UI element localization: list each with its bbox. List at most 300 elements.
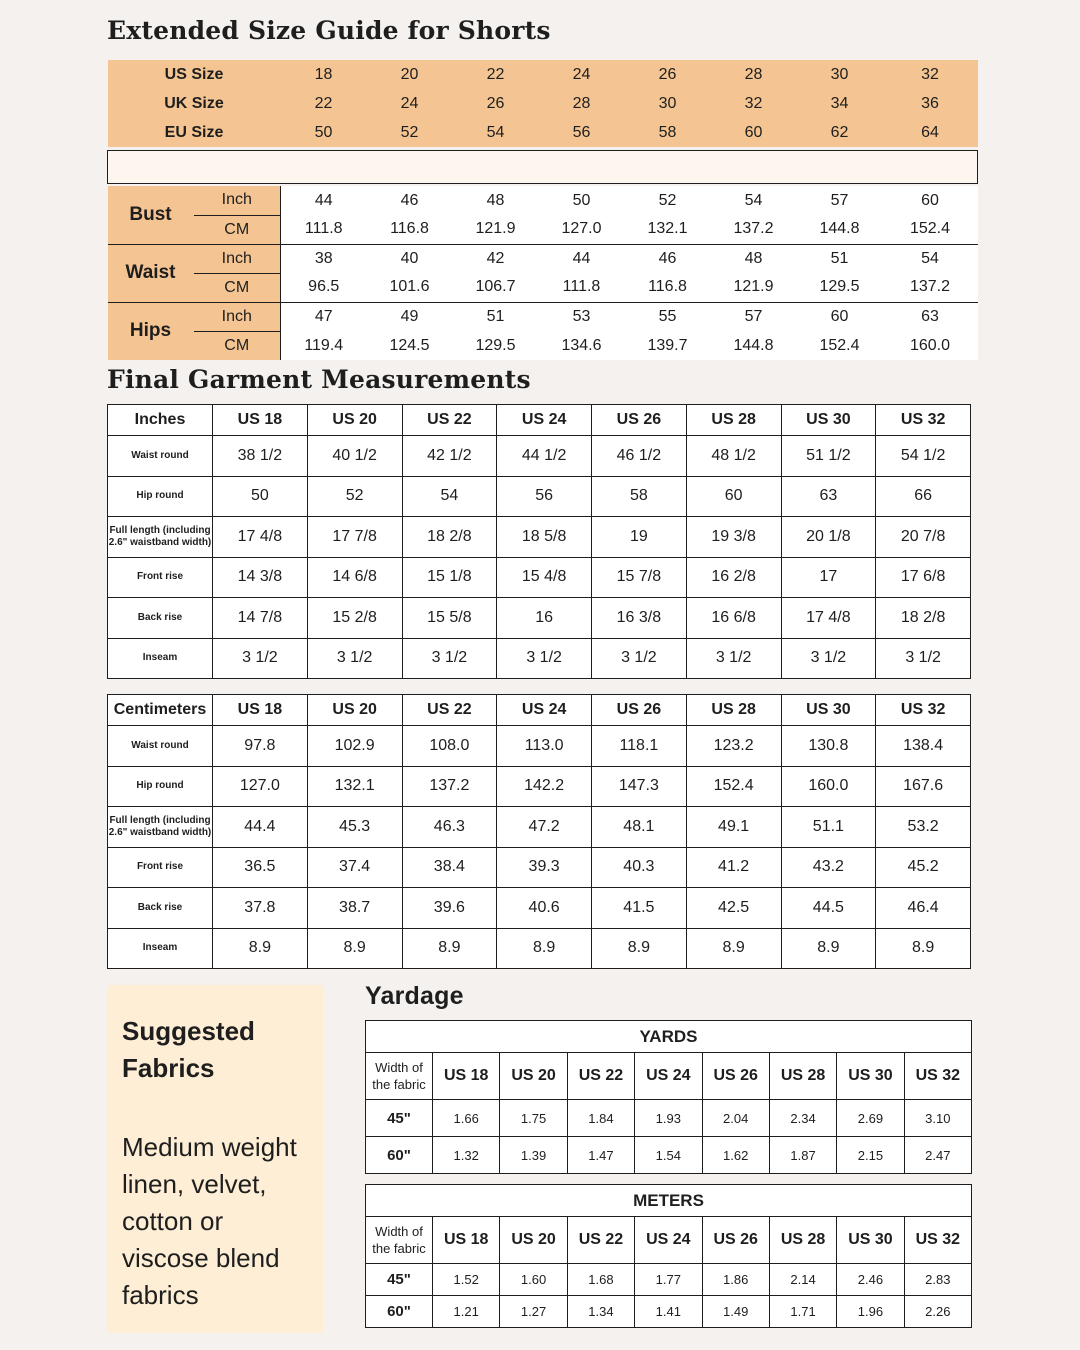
row-label: Hip round bbox=[108, 476, 213, 517]
inch-value: 38 bbox=[281, 244, 367, 273]
cell-value: 3 1/2 bbox=[307, 638, 402, 679]
cell-value: 40.6 bbox=[497, 888, 592, 929]
size-header: US 18 bbox=[433, 1217, 500, 1264]
inch-value: 46 bbox=[625, 244, 711, 273]
cell-value: 1.71 bbox=[769, 1296, 836, 1328]
inch-value: 51 bbox=[797, 244, 883, 273]
cell-value: 3 1/2 bbox=[876, 638, 971, 679]
size-value: 30 bbox=[797, 60, 883, 89]
fabric-width: 60" bbox=[366, 1296, 433, 1328]
cell-value: 46.4 bbox=[876, 888, 971, 929]
cell-value: 97.8 bbox=[213, 726, 308, 767]
size-header: US 28 bbox=[769, 1053, 836, 1100]
size-value: 18 bbox=[281, 60, 367, 89]
size-row bbox=[108, 118, 978, 147]
cell-value: 16 6/8 bbox=[686, 598, 781, 639]
cell-value: 66 bbox=[876, 476, 971, 517]
inch-value: 48 bbox=[711, 244, 797, 273]
corner-header: Centimeters bbox=[108, 695, 213, 726]
cell-value: 1.27 bbox=[500, 1296, 567, 1328]
row-label: Waist round bbox=[108, 436, 213, 477]
cell-value: 1.86 bbox=[702, 1264, 769, 1296]
inch-value: 60 bbox=[797, 302, 883, 331]
cm-value: 116.8 bbox=[625, 273, 711, 302]
size-header: US 24 bbox=[635, 1217, 702, 1264]
cell-value: 45.3 bbox=[307, 807, 402, 848]
cell-value: 15 2/8 bbox=[307, 598, 402, 639]
cell-value: 138.4 bbox=[876, 726, 971, 767]
cell-value: 2.46 bbox=[837, 1264, 904, 1296]
cell-value: 3 1/2 bbox=[402, 638, 497, 679]
table-row bbox=[108, 436, 971, 477]
cell-value: 152.4 bbox=[686, 766, 781, 807]
cell-value: 1.62 bbox=[702, 1137, 769, 1174]
cell-value: 2.26 bbox=[904, 1296, 971, 1328]
cell-value: 39.3 bbox=[497, 847, 592, 888]
cell-value: 40.3 bbox=[592, 847, 687, 888]
size-guide-title: Extended Size Guide for Shorts bbox=[107, 16, 551, 45]
size-value: 22 bbox=[281, 89, 367, 118]
cell-value: 44.5 bbox=[781, 888, 876, 929]
cell-value: 102.9 bbox=[307, 726, 402, 767]
size-header: US 30 bbox=[837, 1053, 904, 1100]
size-header: US 30 bbox=[781, 695, 876, 726]
cell-value: 38.7 bbox=[307, 888, 402, 929]
cell-value: 17 6/8 bbox=[876, 557, 971, 598]
cell-value: 37.8 bbox=[213, 888, 308, 929]
cell-value: 20 7/8 bbox=[876, 517, 971, 558]
inch-value: 49 bbox=[367, 302, 453, 331]
row-label: Full length (including 2.6" waistband width) bbox=[108, 807, 213, 848]
size-value: 26 bbox=[453, 89, 539, 118]
cell-value: 37.4 bbox=[307, 847, 402, 888]
cell-value: 36.5 bbox=[213, 847, 308, 888]
inch-value: 57 bbox=[797, 186, 883, 215]
row-label: Front rise bbox=[108, 847, 213, 888]
cell-value: 118.1 bbox=[592, 726, 687, 767]
row-label: Back rise bbox=[108, 598, 213, 639]
suggested-fabrics-panel bbox=[107, 985, 323, 1333]
cell-value: 113.0 bbox=[497, 726, 592, 767]
cell-value: 1.96 bbox=[837, 1296, 904, 1328]
inch-value: 40 bbox=[367, 244, 453, 273]
unit-caption: METERS bbox=[366, 1185, 972, 1217]
cell-value: 53.2 bbox=[876, 807, 971, 848]
cell-value: 137.2 bbox=[402, 766, 497, 807]
size-value: 20 bbox=[367, 60, 453, 89]
size-header: US 24 bbox=[497, 695, 592, 726]
size-header: US 28 bbox=[769, 1217, 836, 1264]
cell-value: 8.9 bbox=[497, 928, 592, 969]
table-row bbox=[108, 928, 971, 969]
cell-value: 18 2/8 bbox=[402, 517, 497, 558]
cell-value: 2.34 bbox=[769, 1100, 836, 1137]
row-label: Hip round bbox=[108, 766, 213, 807]
cell-value: 18 2/8 bbox=[876, 598, 971, 639]
unit-label-cm: CM bbox=[194, 331, 281, 360]
cm-value: 96.5 bbox=[281, 273, 367, 302]
fabric-width: 45" bbox=[366, 1264, 433, 1296]
cm-value: 144.8 bbox=[797, 215, 883, 244]
cell-value: 2.83 bbox=[904, 1264, 971, 1296]
inch-value: 44 bbox=[539, 244, 625, 273]
cell-value: 1.60 bbox=[500, 1264, 567, 1296]
width-header: Width of the fabric bbox=[366, 1217, 433, 1264]
cell-value: 8.9 bbox=[686, 928, 781, 969]
table-row bbox=[108, 557, 971, 598]
table-row bbox=[108, 476, 971, 517]
cm-value: 119.4 bbox=[281, 331, 367, 360]
blank-cell bbox=[108, 150, 978, 183]
measure-row-cm bbox=[108, 273, 978, 302]
cm-value: 121.9 bbox=[453, 215, 539, 244]
cell-value: 1.32 bbox=[433, 1137, 500, 1174]
size-value: 52 bbox=[367, 118, 453, 147]
cm-value: 121.9 bbox=[711, 273, 797, 302]
inch-value: 60 bbox=[883, 186, 978, 215]
cell-value: 132.1 bbox=[307, 766, 402, 807]
size-header: US 32 bbox=[904, 1217, 971, 1264]
cm-value: 144.8 bbox=[711, 331, 797, 360]
cell-value: 44.4 bbox=[213, 807, 308, 848]
cell-value: 41.5 bbox=[592, 888, 687, 929]
cell-value: 8.9 bbox=[781, 928, 876, 969]
cell-value: 43.2 bbox=[781, 847, 876, 888]
cell-value: 20 1/8 bbox=[781, 517, 876, 558]
size-value: 56 bbox=[539, 118, 625, 147]
inch-value: 42 bbox=[453, 244, 539, 273]
cell-value: 167.6 bbox=[876, 766, 971, 807]
inch-value: 54 bbox=[883, 244, 978, 273]
size-row bbox=[108, 60, 978, 89]
cm-value: 139.7 bbox=[625, 331, 711, 360]
size-header: US 26 bbox=[592, 405, 687, 436]
size-header: US 24 bbox=[497, 405, 592, 436]
table-row bbox=[108, 517, 971, 558]
garment-inches-table bbox=[107, 404, 971, 679]
cell-value: 52 bbox=[307, 476, 402, 517]
cell-value: 48.1 bbox=[592, 807, 687, 848]
size-header: US 18 bbox=[433, 1053, 500, 1100]
cell-value: 1.68 bbox=[567, 1264, 634, 1296]
size-header: US 20 bbox=[500, 1217, 567, 1264]
suggested-fabrics-title: Suggested Fabrics bbox=[122, 1016, 255, 1083]
cell-value: 1.52 bbox=[433, 1264, 500, 1296]
cell-value: 51 1/2 bbox=[781, 436, 876, 477]
inch-value: 54 bbox=[711, 186, 797, 215]
yardage-meters-table bbox=[365, 1184, 972, 1328]
size-header: US 26 bbox=[702, 1217, 769, 1264]
row-label: Waist round bbox=[108, 726, 213, 767]
inch-value: 47 bbox=[281, 302, 367, 331]
size-header: US 20 bbox=[307, 695, 402, 726]
cm-value: 134.6 bbox=[539, 331, 625, 360]
size-value: 28 bbox=[711, 60, 797, 89]
cell-value: 40 1/2 bbox=[307, 436, 402, 477]
cell-value: 14 7/8 bbox=[213, 598, 308, 639]
cell-value: 54 bbox=[402, 476, 497, 517]
cm-value: 101.6 bbox=[367, 273, 453, 302]
size-header: US 24 bbox=[635, 1053, 702, 1100]
cm-value: 106.7 bbox=[453, 273, 539, 302]
unit-label-inch: Inch bbox=[194, 302, 281, 331]
caption-row bbox=[366, 1185, 972, 1217]
size-row-label: US Size bbox=[108, 60, 281, 89]
cell-value: 8.9 bbox=[402, 928, 497, 969]
size-value: 34 bbox=[797, 89, 883, 118]
table-row bbox=[108, 598, 971, 639]
row-label: Front rise bbox=[108, 557, 213, 598]
table-row bbox=[108, 638, 971, 679]
cell-value: 8.9 bbox=[876, 928, 971, 969]
cell-value: 1.87 bbox=[769, 1137, 836, 1174]
cell-value: 15 4/8 bbox=[497, 557, 592, 598]
size-value: 32 bbox=[711, 89, 797, 118]
cell-value: 1.41 bbox=[635, 1296, 702, 1328]
suggested-fabrics-text: Medium weight linen, velvet, cotton or viscose blend fabrics bbox=[122, 1132, 297, 1310]
cell-value: 1.84 bbox=[567, 1100, 634, 1137]
cell-value: 1.77 bbox=[635, 1264, 702, 1296]
cell-value: 17 7/8 bbox=[307, 517, 402, 558]
cell-value: 2.04 bbox=[702, 1100, 769, 1137]
size-row-label: UK Size bbox=[108, 89, 281, 118]
cm-value: 152.4 bbox=[883, 215, 978, 244]
cell-value: 1.47 bbox=[567, 1137, 634, 1174]
cell-value: 8.9 bbox=[592, 928, 687, 969]
cell-value: 108.0 bbox=[402, 726, 497, 767]
size-value: 26 bbox=[625, 60, 711, 89]
cell-value: 63 bbox=[781, 476, 876, 517]
cell-value: 58 bbox=[592, 476, 687, 517]
size-header: US 28 bbox=[686, 405, 781, 436]
cell-value: 1.49 bbox=[702, 1296, 769, 1328]
garment-cm-table bbox=[107, 694, 971, 969]
cell-value: 46 1/2 bbox=[592, 436, 687, 477]
row-label: Inseam bbox=[108, 638, 213, 679]
cell-value: 1.54 bbox=[635, 1137, 702, 1174]
table-row bbox=[108, 888, 971, 929]
cell-value: 54 1/2 bbox=[876, 436, 971, 477]
cell-value: 2.15 bbox=[837, 1137, 904, 1174]
cell-value: 19 3/8 bbox=[686, 517, 781, 558]
size-header: US 32 bbox=[904, 1053, 971, 1100]
cell-value: 1.39 bbox=[500, 1137, 567, 1174]
cm-value: 129.5 bbox=[453, 331, 539, 360]
table-row bbox=[108, 766, 971, 807]
size-header: US 20 bbox=[500, 1053, 567, 1100]
cm-value: 152.4 bbox=[797, 331, 883, 360]
cell-value: 15 1/8 bbox=[402, 557, 497, 598]
cell-value: 39.6 bbox=[402, 888, 497, 929]
cell-value: 51.1 bbox=[781, 807, 876, 848]
row-label: Full length (including 2.6" waistband width) bbox=[108, 517, 213, 558]
size-value: 50 bbox=[281, 118, 367, 147]
size-header: US 22 bbox=[567, 1217, 634, 1264]
unit-label-cm: CM bbox=[194, 215, 281, 244]
size-header: US 30 bbox=[781, 405, 876, 436]
cell-value: 50 bbox=[213, 476, 308, 517]
cm-value: 124.5 bbox=[367, 331, 453, 360]
cell-value: 2.69 bbox=[837, 1100, 904, 1137]
inch-value: 55 bbox=[625, 302, 711, 331]
size-header: US 22 bbox=[402, 405, 497, 436]
cell-value: 17 4/8 bbox=[781, 598, 876, 639]
cm-value: 116.8 bbox=[367, 215, 453, 244]
cm-value: 137.2 bbox=[883, 273, 978, 302]
width-header: Width of the fabric bbox=[366, 1053, 433, 1100]
cell-value: 3 1/2 bbox=[592, 638, 687, 679]
measure-group-label: Hips bbox=[108, 302, 194, 360]
cell-value: 3.10 bbox=[904, 1100, 971, 1137]
cm-value: 137.2 bbox=[711, 215, 797, 244]
final-garment-title: Final Garment Measurements bbox=[107, 365, 531, 394]
cell-value: 1.34 bbox=[567, 1296, 634, 1328]
cell-value: 3 1/2 bbox=[686, 638, 781, 679]
measure-row-inch bbox=[108, 244, 978, 273]
table-row bbox=[108, 847, 971, 888]
cell-value: 18 5/8 bbox=[497, 517, 592, 558]
size-value: 32 bbox=[883, 60, 978, 89]
cell-value: 1.21 bbox=[433, 1296, 500, 1328]
cell-value: 147.3 bbox=[592, 766, 687, 807]
cell-value: 16 2/8 bbox=[686, 557, 781, 598]
inch-value: 51 bbox=[453, 302, 539, 331]
cm-value: 111.8 bbox=[539, 273, 625, 302]
size-value: 28 bbox=[539, 89, 625, 118]
measure-row-inch bbox=[108, 186, 978, 215]
size-header: US 26 bbox=[702, 1053, 769, 1100]
cell-value: 42 1/2 bbox=[402, 436, 497, 477]
cm-value: 129.5 bbox=[797, 273, 883, 302]
cell-value: 17 4/8 bbox=[213, 517, 308, 558]
size-header: US 32 bbox=[876, 695, 971, 726]
cell-value: 1.75 bbox=[500, 1100, 567, 1137]
cell-value: 130.8 bbox=[781, 726, 876, 767]
measure-row-cm bbox=[108, 331, 978, 360]
size-value: 30 bbox=[625, 89, 711, 118]
size-value: 24 bbox=[367, 89, 453, 118]
unit-caption: YARDS bbox=[366, 1021, 972, 1053]
size-value: 62 bbox=[797, 118, 883, 147]
cell-value: 42.5 bbox=[686, 888, 781, 929]
inch-value: 48 bbox=[453, 186, 539, 215]
size-value: 60 bbox=[711, 118, 797, 147]
size-header: US 32 bbox=[876, 405, 971, 436]
blank-row bbox=[108, 150, 978, 183]
size-row-label: EU Size bbox=[108, 118, 281, 147]
cell-value: 1.66 bbox=[433, 1100, 500, 1137]
cell-value: 45.2 bbox=[876, 847, 971, 888]
cell-value: 46.3 bbox=[402, 807, 497, 848]
cell-value: 14 6/8 bbox=[307, 557, 402, 598]
size-header: US 26 bbox=[592, 695, 687, 726]
cell-value: 14 3/8 bbox=[213, 557, 308, 598]
inch-value: 50 bbox=[539, 186, 625, 215]
unit-label-cm: CM bbox=[194, 273, 281, 302]
cell-value: 48 1/2 bbox=[686, 436, 781, 477]
cell-value: 3 1/2 bbox=[781, 638, 876, 679]
cell-value: 16 3/8 bbox=[592, 598, 687, 639]
size-header: US 22 bbox=[402, 695, 497, 726]
measure-row-inch bbox=[108, 302, 978, 331]
cell-value: 123.2 bbox=[686, 726, 781, 767]
unit-label-inch: Inch bbox=[194, 244, 281, 273]
cell-value: 2.14 bbox=[769, 1264, 836, 1296]
size-value: 58 bbox=[625, 118, 711, 147]
inch-value: 52 bbox=[625, 186, 711, 215]
size-header: US 22 bbox=[567, 1053, 634, 1100]
cm-value: 132.1 bbox=[625, 215, 711, 244]
cell-value: 3 1/2 bbox=[497, 638, 592, 679]
size-header: US 28 bbox=[686, 695, 781, 726]
row-label: Back rise bbox=[108, 888, 213, 929]
cell-value: 60 bbox=[686, 476, 781, 517]
size-value: 24 bbox=[539, 60, 625, 89]
cell-value: 56 bbox=[497, 476, 592, 517]
size-header: US 18 bbox=[213, 695, 308, 726]
unit-label-inch: Inch bbox=[194, 186, 281, 215]
caption-row bbox=[366, 1021, 972, 1053]
header-row bbox=[366, 1053, 972, 1100]
cell-value: 16 bbox=[497, 598, 592, 639]
cm-value: 127.0 bbox=[539, 215, 625, 244]
size-value: 36 bbox=[883, 89, 978, 118]
cm-value: 111.8 bbox=[281, 215, 367, 244]
cell-value: 38 1/2 bbox=[213, 436, 308, 477]
table-row bbox=[366, 1296, 972, 1328]
cm-value: 160.0 bbox=[883, 331, 978, 360]
size-guide-table bbox=[107, 60, 978, 360]
cell-value: 1.93 bbox=[635, 1100, 702, 1137]
cell-value: 49.1 bbox=[686, 807, 781, 848]
inch-value: 44 bbox=[281, 186, 367, 215]
inch-value: 57 bbox=[711, 302, 797, 331]
inch-value: 46 bbox=[367, 186, 453, 215]
size-value: 64 bbox=[883, 118, 978, 147]
corner-header: Inches bbox=[108, 405, 213, 436]
cell-value: 15 5/8 bbox=[402, 598, 497, 639]
inch-value: 63 bbox=[883, 302, 978, 331]
size-row bbox=[108, 89, 978, 118]
cell-value: 19 bbox=[592, 517, 687, 558]
header-row bbox=[366, 1217, 972, 1264]
header-row bbox=[108, 405, 971, 436]
measure-group-label: Bust bbox=[108, 186, 194, 244]
measure-row-cm bbox=[108, 215, 978, 244]
fabric-width: 60" bbox=[366, 1137, 433, 1174]
cell-value: 8.9 bbox=[307, 928, 402, 969]
cell-value: 44 1/2 bbox=[497, 436, 592, 477]
size-value: 22 bbox=[453, 60, 539, 89]
cell-value: 142.2 bbox=[497, 766, 592, 807]
cell-value: 127.0 bbox=[213, 766, 308, 807]
cell-value: 2.47 bbox=[904, 1137, 971, 1174]
inch-value: 53 bbox=[539, 302, 625, 331]
table-row bbox=[366, 1137, 972, 1174]
yardage-yards-table bbox=[365, 1020, 972, 1174]
cell-value: 15 7/8 bbox=[592, 557, 687, 598]
cell-value: 17 bbox=[781, 557, 876, 598]
measure-group-label: Waist bbox=[108, 244, 194, 302]
size-value: 54 bbox=[453, 118, 539, 147]
table-row bbox=[108, 726, 971, 767]
cell-value: 41.2 bbox=[686, 847, 781, 888]
size-header: US 20 bbox=[307, 405, 402, 436]
table-row bbox=[366, 1100, 972, 1137]
header-row bbox=[108, 695, 971, 726]
table-row bbox=[108, 807, 971, 848]
yardage-title: Yardage bbox=[365, 982, 464, 1010]
